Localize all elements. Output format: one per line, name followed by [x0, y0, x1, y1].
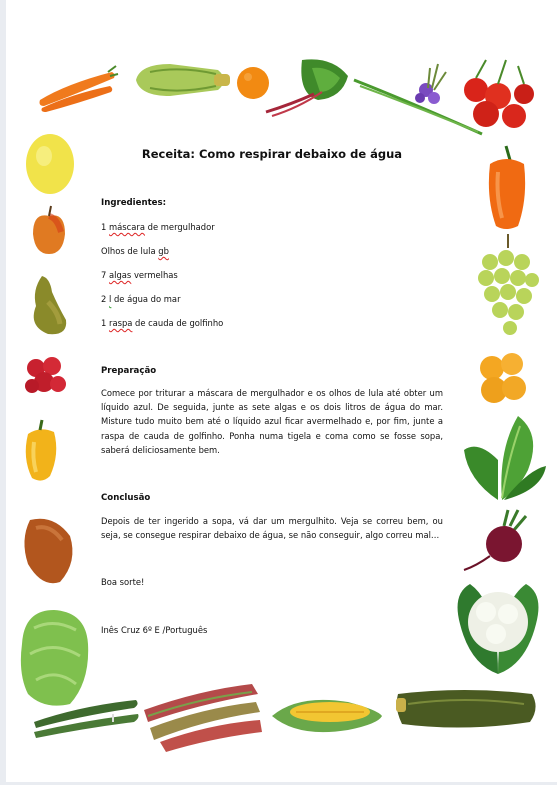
- raspberries-icon: [22, 354, 68, 402]
- corn-cob-icon: [268, 690, 386, 742]
- apple-icon: [31, 202, 67, 256]
- author-line: Inês Cruz 6º E /Português: [101, 625, 208, 635]
- preparation-heading: Preparação: [101, 366, 157, 376]
- yellow-pepper-icon: [20, 418, 60, 484]
- grapes-icon: [476, 232, 540, 340]
- orange-pepper-icon: [486, 142, 528, 232]
- ingredient-item: Olhos de lula gb: [101, 246, 169, 256]
- lettuce-icon: [14, 604, 92, 710]
- sweet-potato-icon: [20, 512, 78, 588]
- ingredients-heading: Ingredientes:: [101, 198, 167, 208]
- conclusion-text: Depois de ter ingerido a sopa, vá dar um mergulhito. Veja se correu bem, ou seja, se consegue respirar debaixo de água, se não conseguir, algo correu mal…: [101, 516, 443, 541]
- melon-icon: [24, 132, 76, 196]
- tomatoes-icon: [458, 56, 538, 132]
- closing-text: Boa sorte!: [101, 577, 145, 587]
- ingredient-item: 1 raspa de cauda de golfinho: [101, 318, 224, 328]
- green-beans-icon: [30, 696, 142, 742]
- spinach-icon: [458, 410, 548, 504]
- apricots-icon: [476, 350, 530, 406]
- zucchini-icon: [394, 684, 540, 734]
- pear-icon: [28, 272, 70, 338]
- ingredient-item: 7 algas vermelhas: [101, 270, 178, 280]
- cauliflower-icon: [450, 574, 546, 678]
- beet-icon: [462, 506, 532, 572]
- rhubarb-icon: [140, 680, 264, 754]
- ingredient-item: 2 l de água do mar: [101, 294, 181, 304]
- conclusion-heading: Conclusão: [101, 493, 151, 503]
- recipe-title: Receita: Como respirar debaixo de água: [141, 147, 403, 161]
- corn-icon: [130, 58, 234, 102]
- preparation-text: Comece por triturar a máscara de mergulhador e os olhos de lula até obter um líquido azul. De seguida, junte as sete algas e os dois litros de água do mar. Misture tudo muito bem até o líquido azul ficar avermelhado e, por fim, junte a raspa de cauda de golfinho. Ponha numa tigela e coma como se fosse sopa, saberá deliciosamente bem.: [101, 388, 443, 455]
- chard-icon: [262, 54, 352, 118]
- page-shadow-edge: [0, 0, 6, 785]
- ingredient-item: 1 máscara de mergulhador: [101, 222, 215, 232]
- carrots-icon: [36, 64, 118, 110]
